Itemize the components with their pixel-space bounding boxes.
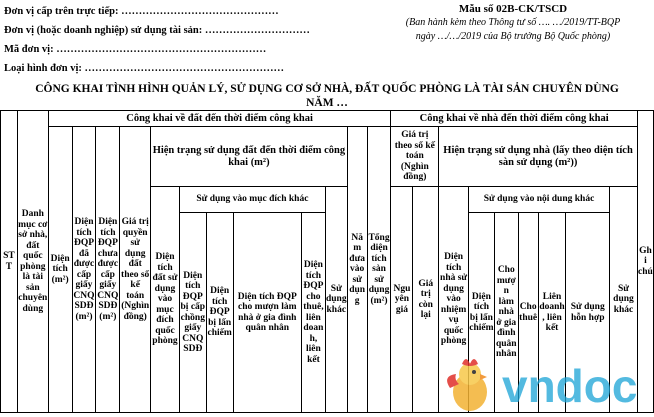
vndoc-watermark [440,352,652,416]
house-status-header: Hiện trạng sử dụng nhà (lấy theo diện tích sàn sử dụng (m²)) [439,127,638,187]
form-note-2: ngày …/…/2019 của Bộ trưởng Bộ Quốc phòng) [415,31,611,42]
unit-type-line: Loại hình đơn vị: ………………………………………………… [4,63,285,74]
house-original-price-header: Nguyên giá [391,187,413,413]
land-status-header: Hiện trạng sử dụng đất đến thời điểm công khai (m²) [151,127,348,187]
land-value-header: Giá trị quyền sử dụng đất theo sổ kế toán (Nghìn đồng) [120,127,151,413]
watermark-text: vndoc [502,360,638,412]
land-rent-header: Diện tích ĐQP cho thuê, liên doanh, liên kết [302,213,326,413]
land-lent-header: Diện tích ĐQP cho mượn làm nhà ở gia đình quân nhân [233,213,301,413]
parent-unit-line: Đơn vị cấp trên trực tiếp: ……………………………………… [4,6,279,17]
land-purpose-header: Sử dụng vào mục đích khác [179,187,325,213]
title-line-1: CÔNG KHAI TÌNH HÌNH QUẢN LÝ, SỬ DỤNG CƠ SỞ NHÀ, ĐẤT QUỐC PHÒNG LÀ TÀI SẢN CHUYÊN DÙNG [35,83,619,95]
house-other-header: Sử dụng khác [610,187,638,413]
land-certified-header: Diện tích ĐQP đã được cấp giấy CNQSDĐ (m²) [72,127,96,413]
land-group-header: Công khai về đất đến thời điểm công khai [48,111,391,127]
house-mixed-header: Sử dụng hỗn hợp [566,213,610,413]
unit-code-line: Mã đơn vị: …………………………………………………… [4,44,267,55]
house-value-header: Giá trị theo sổ kế toán (Nghìn đồng) [391,127,439,187]
unit-info-block [4,2,310,78]
house-qp-header: Diện tích nhà sử dụng vào nhiệm vụ quốc phòng [439,187,469,413]
page-title [0,82,654,110]
house-group-header: Công khai về nhà đến thời điểm công khai [391,111,637,127]
note-header: Ghi chú [637,111,653,413]
land-encroached-header: Diện tích ĐQP bị lấn chiếm [206,213,233,413]
land-uncertified-header: Diện tích ĐQP chưa được cấp giấy CNQSDĐ (m²) [96,127,120,413]
stt-header: STT [1,111,18,413]
form-note-1: (Ban hành kèm theo Thông tư số …. …/2019/TT-BQP [405,17,621,28]
house-area-header: Tổng diện tích sàn sử dụng (m²) [367,127,391,413]
land-area-header: Diện tích (m²) [48,127,72,413]
house-year-header: Năm đưa vào sử dụng [347,127,367,413]
form-code: Mẫu số 02B-CK/TSCD [458,3,568,15]
using-unit-line: Đơn vị (hoặc doanh nghiệp) sử dụng tài sản: ………………………… [4,25,310,36]
form-reference-block [377,2,649,44]
rooster-mascot-icon [447,359,487,411]
house-rent-header: Cho thuê [518,213,538,413]
land-no-cert-header: Diện tích ĐQP bị cấp chồng giấy CNQSDĐ [179,213,206,413]
category-header: Danh mục cơ sở nhà, đất quốc phòng là tài sản chuyên dùng [17,111,48,413]
land-qp-header: Diện tích đất sử dụng vào mục đích quốc phòng [151,187,180,413]
house-joint-header: Liên doanh, liên kết [538,213,566,413]
house-lent-header: Cho mượn làm nhà ở gia đình quân nhân [494,213,518,413]
house-encroached-header: Diện tích bị lấn chiếm [469,213,495,413]
house-purpose-header: Sử dụng vào nội dung khác [469,187,610,213]
land-other-header: Sử dụng khác [325,187,347,413]
title-line-2: NĂM … [306,97,348,109]
house-remaining-value-header: Giá trị còn lại [413,187,439,413]
